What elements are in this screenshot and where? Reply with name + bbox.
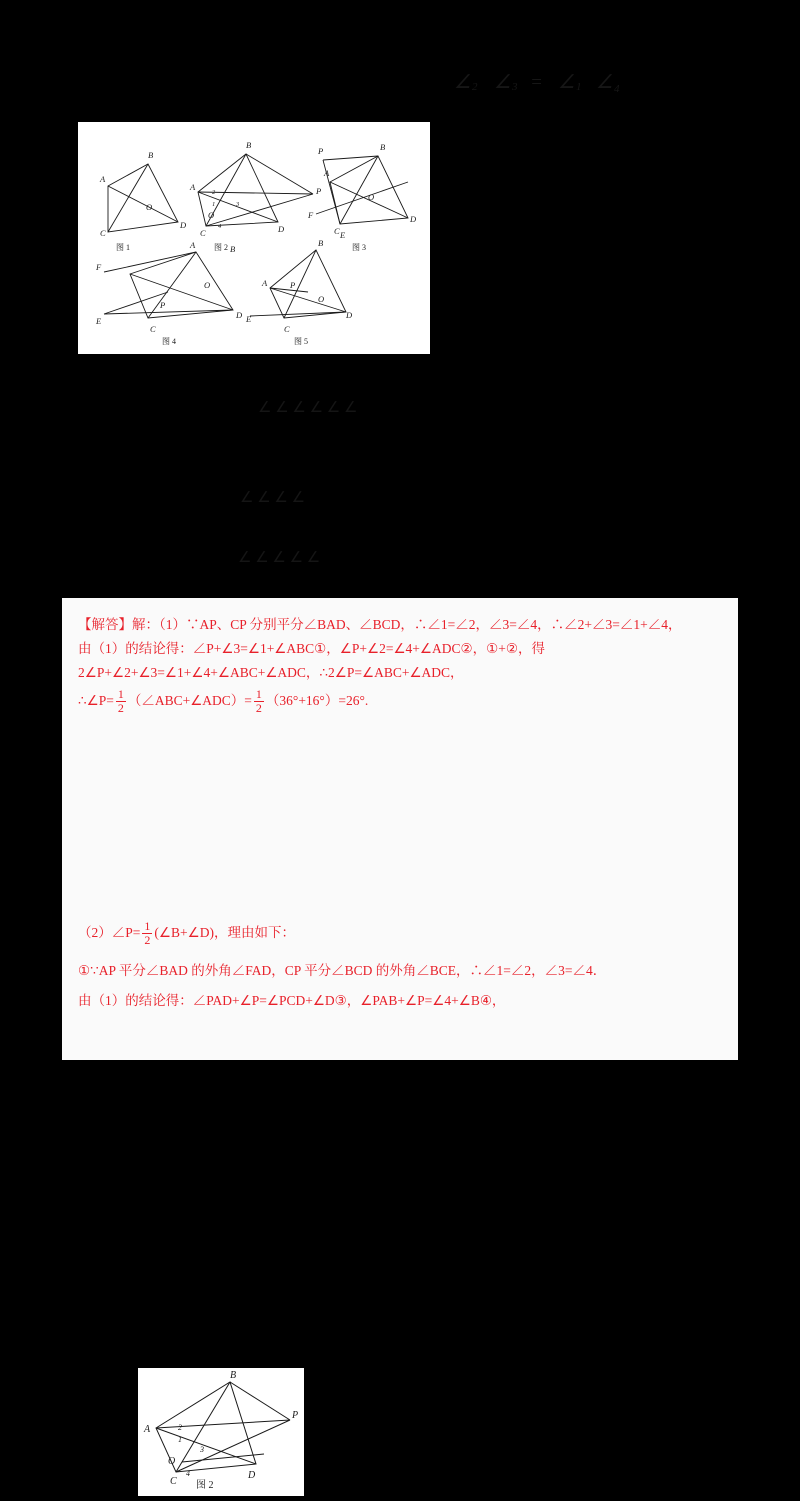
svg-text:B: B	[380, 142, 386, 152]
svg-text:=: =	[530, 72, 543, 93]
svg-text:O: O	[318, 294, 325, 304]
svg-text:3: 3	[200, 1445, 204, 1454]
figure-panel	[78, 122, 430, 354]
svg-text:D: D	[236, 310, 243, 320]
svg-text:F: F	[96, 262, 102, 272]
svg-text:4: 4	[186, 1469, 190, 1478]
answer-line-6: ①∵AP 平分∠BAD 的外角∠FAD，CP 平分∠BCD 的外角∠BCE，∴∠1=∠2，∠3=∠4．	[78, 963, 607, 978]
svg-text:P: P	[160, 300, 166, 310]
answer-line-4-c: （36°+16°）=26°.	[265, 693, 369, 708]
top-formula-glyphs	[450, 62, 630, 108]
svg-text:O: O	[146, 202, 153, 212]
svg-text:E: E	[246, 314, 252, 324]
figure-caption-1: 图 1	[116, 243, 130, 252]
svg-text:B: B	[246, 140, 252, 150]
svg-text:4: 4	[614, 83, 620, 95]
svg-text:P: P	[316, 186, 322, 196]
svg-text:E: E	[96, 316, 102, 326]
svg-text:1: 1	[212, 201, 216, 208]
answer-line-1: 【解答】解：（1）∵AP、CP 分别平分∠BAD、∠BCD，∴∠1=∠2，∠3=∠4，∴∠2+∠3=∠1+∠4，	[78, 617, 682, 632]
answer-line-7: 由（1）的结论得：∠PAD+∠P=∠PCD+∠D③，∠PAB+∠P=∠4+∠B④，	[78, 993, 506, 1008]
svg-text:A: A	[262, 278, 268, 288]
answer-line-3: 2∠P+∠2+∠3=∠1+∠4+∠ABC+∠ADC，∴2∠P=∠ABC+∠ADC，	[78, 665, 464, 680]
svg-text:C: C	[150, 324, 156, 334]
answer-figure-caption: 图 2	[196, 1480, 214, 1491]
svg-text:O: O	[208, 210, 215, 220]
svg-text:E: E	[340, 230, 346, 240]
answer-line-5	[62, 918, 311, 948]
svg-text:∠: ∠	[454, 72, 472, 93]
top-formula	[450, 62, 630, 110]
svg-text:2: 2	[472, 81, 478, 93]
svg-text:A: A	[144, 1424, 151, 1435]
figure-caption-2: 图 2	[214, 243, 228, 252]
svg-text:P: P	[318, 146, 324, 156]
answer-line-5-a: （2）∠P=	[78, 925, 141, 940]
svg-text:P: P	[290, 280, 296, 290]
fraction-half-3: $\frac{1}{2}$	[144, 919, 151, 947]
answer-line-5-b: (∠B+∠D)，理由如下：	[154, 925, 295, 940]
svg-text:A: A	[190, 182, 196, 192]
svg-text:2: 2	[178, 1423, 182, 1432]
answer-figure-2	[138, 1368, 304, 1496]
svg-text:B: B	[230, 244, 236, 254]
svg-text:B: B	[318, 238, 324, 248]
answer-line-4	[62, 686, 738, 716]
svg-text:A: A	[324, 168, 330, 178]
svg-text:A: A	[100, 174, 106, 184]
svg-text:B: B	[148, 150, 154, 160]
fraction-half-2: $\frac{1}{2}$	[255, 687, 262, 715]
svg-text:D: D	[180, 220, 187, 230]
svg-text:D: D	[410, 214, 417, 224]
svg-text:P: P	[292, 1410, 299, 1421]
svg-text:B: B	[230, 1370, 237, 1381]
svg-text:3: 3	[236, 201, 240, 208]
svg-text:1: 1	[178, 1435, 182, 1444]
svg-text:C: C	[334, 226, 340, 236]
answer-panel	[62, 598, 738, 1491]
svg-text:C: C	[284, 324, 290, 334]
answer-line-4-b: （∠ABC+∠ADC）=	[127, 693, 252, 708]
svg-text:3: 3	[512, 81, 518, 93]
svg-text:O: O	[204, 280, 211, 290]
figure-caption-3: 图 3	[352, 243, 366, 252]
figure-caption-5: 图 5	[294, 337, 308, 346]
svg-text:D: D	[248, 1470, 256, 1481]
middle-text-row2: ∠ ∠ ∠ ∠	[240, 490, 306, 506]
answer-line-2: 由（1）的结论得：∠P+∠3=∠1+∠ABC①，∠P+∠2=∠4+∠ADC②，①+②，得	[78, 641, 545, 656]
answer-line-4-a: ∴∠P=	[78, 693, 114, 708]
svg-text:C: C	[170, 1476, 177, 1487]
svg-text:F: F	[308, 210, 314, 220]
figure-caption-4: 图 4	[162, 337, 176, 346]
svg-text:2: 2	[212, 189, 216, 196]
svg-text:D: D	[278, 224, 285, 234]
svg-text:1: 1	[576, 81, 582, 93]
middle-text-row1: ∠ ∠ ∠ ∠ ∠ ∠	[258, 400, 358, 416]
svg-text:∠: ∠	[558, 72, 576, 93]
svg-text:C: C	[100, 228, 106, 238]
svg-text:A: A	[190, 240, 196, 250]
svg-text:O: O	[168, 1456, 176, 1467]
svg-text:4: 4	[218, 223, 222, 230]
svg-text:D: D	[346, 310, 353, 320]
svg-text:C: C	[200, 228, 206, 238]
middle-text-row3: ∠ ∠ ∠ ∠ ∠	[238, 550, 321, 566]
svg-text:O: O	[368, 192, 375, 202]
svg-text:∠: ∠	[596, 72, 614, 93]
fraction-half-1: $\frac{1}{2}$	[117, 687, 124, 715]
svg-text:∠: ∠	[494, 72, 512, 93]
